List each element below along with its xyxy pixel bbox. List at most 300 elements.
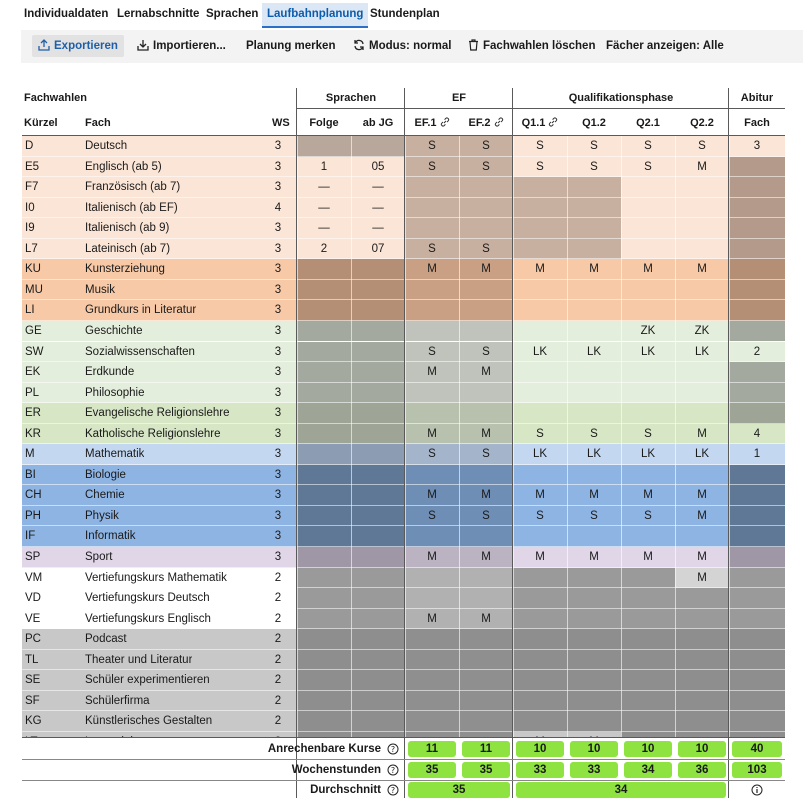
subject-name: Informatik: [85, 530, 136, 543]
choice-q12: M: [589, 263, 599, 276]
choice-q21: [621, 218, 675, 239]
choice-ef1: [405, 321, 459, 342]
choice-q22: [675, 650, 729, 671]
subject-folge: —: [318, 201, 330, 214]
choice-ef2: S: [482, 242, 490, 255]
choice-ef1: [405, 280, 459, 301]
choice-ef1: M: [427, 427, 437, 440]
choice-ef1: S: [428, 140, 436, 152]
choice-q12: [567, 670, 621, 691]
choice-q11: S: [536, 160, 544, 173]
choice-ef1: [405, 198, 459, 219]
subject-abjg: [351, 609, 405, 630]
choice-q11: [513, 300, 567, 321]
tab-lernabschnitte[interactable]: Lernabschnitte: [117, 8, 200, 20]
choice-q21: ZK: [640, 324, 656, 337]
subject-name: Musik: [85, 283, 116, 296]
import-button[interactable]: Importieren...: [131, 35, 232, 57]
wochenstunden-ef2: 35: [462, 762, 510, 778]
subject-kuerzel: M: [25, 448, 35, 461]
subject-abjg: [351, 670, 405, 691]
subject-row-pl[interactable]: [22, 383, 297, 404]
tab-laufbahnplanung[interactable]: Laufbahnplanung: [262, 3, 368, 28]
choice-ef1: [405, 300, 459, 321]
subject-folge: [297, 670, 351, 691]
subject-kuerzel: KG: [25, 715, 42, 728]
durchschnitt-label: Durchschnitt: [310, 784, 381, 796]
subject-folge: [297, 383, 351, 404]
subject-abi: [729, 403, 785, 424]
subject-ws: 2: [274, 715, 282, 728]
choice-ef2: [459, 711, 513, 732]
subject-kuerzel: GE: [25, 324, 42, 337]
choice-q22: [675, 403, 729, 424]
subject-abi: 3: [753, 140, 761, 152]
wochenstunden-q11: 33: [516, 762, 564, 778]
choice-ef1: [405, 588, 459, 609]
choice-q21: [621, 711, 675, 732]
delete-choices-button[interactable]: Fachwahlen löschen: [462, 35, 601, 57]
choice-q12: [567, 629, 621, 650]
subject-row-ph[interactable]: [22, 506, 297, 527]
choice-ef1: [405, 526, 459, 547]
subject-kuerzel: PC: [25, 633, 41, 646]
choice-q22: [675, 300, 729, 321]
choice-q12: [567, 280, 621, 301]
tab-stundenplan[interactable]: Stundenplan: [370, 8, 440, 20]
subject-folge: [297, 259, 351, 280]
subject-kuerzel: TL: [25, 653, 39, 666]
choice-q22: ZK: [694, 324, 710, 337]
subject-name: Vertiefungskurs Mathematik: [85, 571, 227, 584]
choice-q22: [675, 177, 729, 198]
choice-ef2: M: [481, 489, 491, 502]
choice-ef1: M: [427, 366, 437, 379]
choice-ef1: [405, 218, 459, 239]
choice-q21: [621, 280, 675, 301]
subject-ws: 3: [274, 386, 282, 399]
refresh-icon: [353, 39, 365, 51]
col-header-q22[interactable]: Q2.2: [690, 117, 714, 129]
subject-name: Englisch (ab 5): [85, 160, 162, 173]
subject-row-sp[interactable]: [22, 547, 297, 568]
subject-name: Vertiefungskurs Englisch: [85, 612, 211, 625]
subject-ws: 3: [274, 468, 282, 481]
svg-text:?: ?: [390, 786, 396, 795]
subject-kuerzel: I9: [25, 222, 35, 235]
subject-folge: [297, 711, 351, 732]
subject-folge: [297, 280, 351, 301]
subject-folge: 2: [320, 242, 328, 255]
subject-row-ge[interactable]: [22, 321, 297, 342]
group-header-fachwahlen: Fachwahlen: [24, 92, 87, 104]
subject-abi: [729, 568, 785, 589]
choice-q21: [621, 239, 675, 260]
choice-q11: [513, 465, 567, 486]
choice-q21: LK: [640, 345, 656, 358]
subject-folge: —: [318, 222, 330, 235]
choice-q11: [513, 321, 567, 342]
choice-ef2: [459, 465, 513, 486]
subject-row-ek[interactable]: [22, 362, 297, 383]
choice-ef2: M: [481, 612, 491, 625]
choice-q11: LK: [532, 448, 548, 461]
choice-q11: [513, 568, 567, 589]
choice-q22: M: [697, 263, 707, 276]
subject-abi: [729, 177, 785, 198]
choice-q12: [567, 218, 621, 239]
choice-ef2: S: [482, 160, 490, 173]
choice-ef2: S: [482, 345, 490, 358]
choice-q22: [675, 362, 729, 383]
subject-abi: [729, 711, 785, 732]
choice-q22: [675, 526, 729, 547]
subject-abjg: [351, 444, 405, 465]
subject-folge: [297, 629, 351, 650]
choice-ef2: [459, 218, 513, 239]
anrechenbare-kurse-label: Anrechenbare Kurse: [267, 743, 381, 755]
choice-ef2: [459, 403, 513, 424]
choice-ef1: [405, 568, 459, 589]
subject-name: Biologie: [85, 468, 126, 481]
subject-folge: [297, 444, 351, 465]
subject-abjg: [351, 711, 405, 732]
subject-abjg: [351, 465, 405, 486]
subject-ws: 3: [274, 509, 282, 522]
choice-ef2: [459, 198, 513, 219]
choice-q11: [513, 650, 567, 671]
choice-q12: [567, 609, 621, 630]
save-plan-button[interactable]: Planung merken: [246, 40, 336, 52]
choice-q22: M: [697, 489, 707, 502]
subject-ws: 2: [274, 633, 282, 646]
toolbar: [21, 30, 803, 63]
subject-abi: [729, 650, 785, 671]
subject-row-d[interactable]: [22, 136, 297, 157]
col-divider: [675, 136, 676, 737]
subject-name: Deutsch: [85, 140, 128, 152]
subject-name: Philosophie: [85, 386, 145, 399]
subject-ws: 3: [274, 489, 282, 502]
subject-kuerzel: PH: [25, 509, 41, 522]
choice-q12: [567, 465, 621, 486]
choice-q21: LK: [640, 448, 656, 461]
col-header-ef2[interactable]: EF.2: [459, 113, 513, 133]
tab-individualdaten[interactable]: Individualdaten: [24, 8, 109, 20]
choice-q11: [513, 177, 567, 198]
subject-abi: [729, 629, 785, 650]
choice-q22: [675, 239, 729, 260]
choice-q12: [567, 198, 621, 219]
help-icon[interactable]: [387, 764, 399, 776]
link-icon: [440, 117, 450, 127]
choice-q11: [513, 280, 567, 301]
choice-ef2: [459, 177, 513, 198]
group-header-sprachen: Sprachen: [325, 92, 377, 104]
choice-ef1: S: [428, 448, 436, 461]
choice-q22: [675, 383, 729, 404]
subject-abjg: [351, 300, 405, 321]
choice-q22: M: [697, 509, 707, 522]
col-header-ef1[interactable]: EF.1: [405, 113, 459, 133]
subject-row-bi[interactable]: [22, 465, 297, 486]
subject-row-sf[interactable]: [22, 691, 297, 712]
choice-q11: [513, 218, 567, 239]
subject-folge: [297, 650, 351, 671]
choice-ef1: M: [427, 263, 437, 276]
choice-q12: [567, 362, 621, 383]
subject-row-ch[interactable]: [22, 485, 297, 506]
subject-folge: [297, 691, 351, 712]
choice-q22: LK: [694, 448, 710, 461]
subject-abi: [729, 362, 785, 383]
choice-q22: LK: [694, 345, 710, 358]
subject-abi: [729, 526, 785, 547]
group-divider: [512, 88, 513, 798]
subject-kuerzel: SE: [25, 674, 41, 687]
subject-abi: [729, 383, 785, 404]
choice-q22: M: [697, 571, 707, 584]
subject-name: Physik: [85, 509, 119, 522]
choice-q12: S: [590, 509, 598, 522]
subject-name: Mathematik: [85, 448, 145, 461]
subject-kuerzel: PL: [25, 386, 40, 399]
subject-row-mu[interactable]: [22, 280, 297, 301]
col-divider: [297, 136, 298, 737]
subject-abjg: [351, 424, 405, 445]
durchschnitt-ef: 35: [408, 782, 510, 798]
subject-ws: 2: [274, 612, 282, 625]
info-icon[interactable]: [751, 784, 763, 796]
choice-q11: S: [536, 427, 544, 440]
subject-abjg: [351, 280, 405, 301]
choice-ef1: [405, 650, 459, 671]
mode-button[interactable]: Modus: normal: [347, 35, 457, 57]
subject-abi: [729, 259, 785, 280]
subject-abi: [729, 506, 785, 527]
choice-ef1: S: [428, 345, 436, 358]
subject-folge: [297, 403, 351, 424]
subject-row-pc[interactable]: [22, 629, 297, 650]
wochenstunden-abitur: 103: [732, 762, 782, 778]
choice-q22: [675, 218, 729, 239]
choice-ef1: S: [428, 509, 436, 522]
subject-row-if[interactable]: [22, 526, 297, 547]
subject-kuerzel: SW: [25, 345, 44, 358]
choice-q21: [621, 670, 675, 691]
subject-folge: [297, 526, 351, 547]
subject-ws: 3: [274, 304, 282, 317]
choice-ef2: [459, 650, 513, 671]
subject-abjg: [351, 568, 405, 589]
choice-q11: [513, 629, 567, 650]
header-divider: [297, 108, 785, 109]
choice-ef2: [459, 691, 513, 712]
col-header-ws: WS: [272, 117, 290, 129]
subject-folge: [297, 136, 351, 157]
choice-q22: M: [697, 427, 707, 440]
choice-q12: [567, 239, 621, 260]
subject-kuerzel: VM: [25, 571, 43, 584]
choice-ef1: M: [427, 551, 437, 563]
show-subjects-dropdown[interactable]: Fächer anzeigen: Alle: [606, 40, 724, 52]
subject-abjg: [351, 650, 405, 671]
subject-ws: 3: [274, 366, 282, 379]
choice-q11: [513, 383, 567, 404]
choice-q12: [567, 568, 621, 589]
choice-q21: S: [644, 160, 652, 173]
choice-q22: [675, 629, 729, 650]
subject-abjg: [351, 342, 405, 363]
subject-ws: 3: [274, 551, 282, 563]
subject-abjg: —: [372, 222, 384, 235]
subject-kuerzel: VD: [25, 592, 41, 605]
subject-abi: [729, 280, 785, 301]
choice-ef1: [405, 629, 459, 650]
col-divider: [513, 136, 514, 737]
choice-ef1: [405, 383, 459, 404]
link-icon: [548, 117, 558, 127]
subject-kuerzel: MU: [25, 283, 43, 296]
summary-top-line: [22, 737, 785, 738]
group-header-qualifikationsphase: Qualifikationsphase: [568, 92, 674, 104]
subject-name: Künstlerisches Gestalten: [85, 715, 213, 728]
subject-ws: 3: [274, 160, 282, 173]
choice-q11: S: [536, 509, 544, 522]
anrechenbare-kurse-q21: 10: [624, 741, 672, 757]
choice-q12: LK: [586, 448, 602, 461]
choice-ef2: [459, 280, 513, 301]
subject-abi: [729, 588, 785, 609]
col-header-kuerzel: Kürzel: [24, 117, 58, 129]
subject-name: Sozialwissenschaften: [85, 345, 195, 358]
choice-q22: [675, 198, 729, 219]
choice-q11: M: [535, 489, 545, 502]
import-icon: [137, 39, 149, 51]
subject-abjg: —: [372, 201, 384, 214]
choice-q12: [567, 526, 621, 547]
choice-q21: [621, 383, 675, 404]
choice-ef2: M: [481, 366, 491, 379]
choice-q21: [621, 691, 675, 712]
tab-sprachen[interactable]: Sprachen: [206, 8, 259, 20]
choice-ef2: [459, 383, 513, 404]
subject-kuerzel: KU: [25, 263, 41, 276]
choice-ef1: M: [427, 489, 437, 502]
choice-q11: LK: [532, 345, 548, 358]
export-icon: [38, 39, 50, 51]
choice-ef2: [459, 629, 513, 650]
tab-bar: [0, 0, 803, 30]
choice-q12: S: [590, 140, 598, 152]
choice-q21: [621, 568, 675, 589]
choice-q21: [621, 629, 675, 650]
subject-abi: [729, 670, 785, 691]
subject-row-m[interactable]: [22, 444, 297, 465]
subject-abi: [729, 465, 785, 486]
col-header-q21[interactable]: Q2.1: [636, 117, 660, 129]
subject-folge: [297, 362, 351, 383]
choice-q21: [621, 650, 675, 671]
subject-folge: [297, 588, 351, 609]
choice-q11: M: [535, 263, 545, 276]
choice-q22: M: [697, 551, 707, 563]
subject-abi: [729, 691, 785, 712]
group-header-ef: EF: [451, 92, 467, 104]
choice-q11: [513, 362, 567, 383]
col-header-fach: Fach: [85, 117, 111, 129]
choice-q12: [567, 650, 621, 671]
col-header-q12[interactable]: Q1.2: [582, 117, 606, 129]
subject-folge: [297, 568, 351, 589]
choice-ef2: M: [481, 551, 491, 563]
subject-kuerzel: VE: [25, 612, 41, 625]
choice-q11: S: [536, 140, 544, 152]
choice-ef1: [405, 465, 459, 486]
col-header-abi-fach: Fach: [744, 117, 770, 129]
col-header-q11[interactable]: Q1.1: [513, 113, 567, 133]
subject-abjg: [351, 362, 405, 383]
choice-q21: [621, 465, 675, 486]
subject-kuerzel: F7: [25, 181, 39, 194]
choice-q12: [567, 711, 621, 732]
choice-q22: [675, 609, 729, 630]
choice-ef1: S: [428, 160, 436, 173]
subject-abi: [729, 547, 785, 568]
choice-q22: M: [697, 160, 707, 173]
help-icon[interactable]: [387, 743, 399, 755]
wochenstunden-q21: 34: [624, 762, 672, 778]
choice-q12: S: [590, 427, 598, 440]
choice-q12: [567, 177, 621, 198]
help-icon[interactable]: [387, 784, 399, 796]
anrechenbare-kurse-ef1: 11: [408, 741, 456, 757]
choice-ef1: [405, 403, 459, 424]
subject-ws: 2: [274, 592, 282, 605]
subject-abi: 4: [753, 427, 761, 440]
subject-kuerzel: EK: [25, 366, 41, 379]
subject-ws: 4: [274, 201, 282, 214]
wochenstunden-q22: 36: [678, 762, 726, 778]
choice-q21: [621, 177, 675, 198]
subject-kuerzel: LI: [25, 304, 35, 317]
subject-abi: [729, 321, 785, 342]
choice-ef1: [405, 691, 459, 712]
col-divider: [729, 136, 730, 737]
choice-q11: [513, 691, 567, 712]
choice-q22: [675, 588, 729, 609]
choice-q21: M: [643, 489, 653, 502]
subject-kuerzel: ER: [25, 407, 41, 420]
subject-abjg: [351, 691, 405, 712]
link-icon: [494, 117, 504, 127]
choice-q22: [675, 465, 729, 486]
subject-folge: —: [318, 181, 330, 194]
choice-q12: M: [589, 551, 599, 563]
export-button[interactable]: Exportieren: [32, 35, 124, 57]
subject-folge: [297, 342, 351, 363]
subject-folge: [297, 321, 351, 342]
subject-ws: 3: [274, 181, 282, 194]
subject-abjg: [351, 629, 405, 650]
subject-abi: 1: [753, 448, 761, 461]
wochenstunden-q12: 33: [570, 762, 618, 778]
group-divider: [728, 88, 729, 798]
choice-q12: [567, 403, 621, 424]
subject-kuerzel: L7: [25, 242, 38, 255]
subject-kuerzel: I0: [25, 201, 35, 214]
subject-name: Evangelische Religionslehre: [85, 407, 230, 420]
